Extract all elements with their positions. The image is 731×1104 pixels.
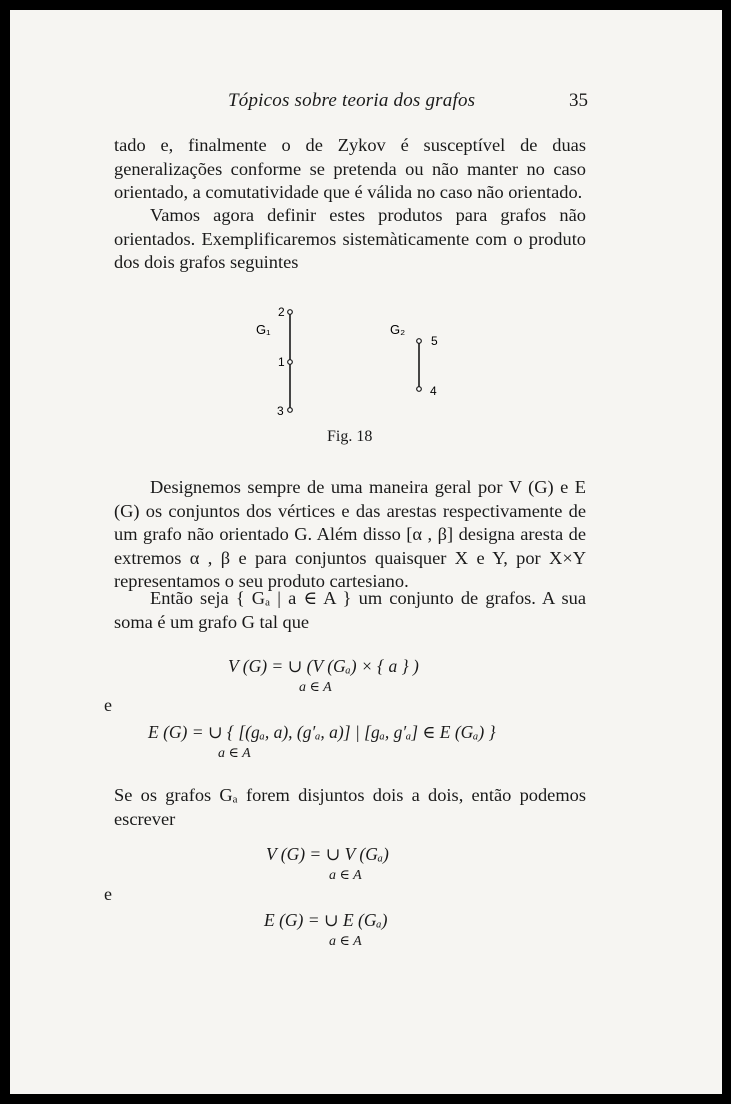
formula-edge-sum-index: a ∈ A [218,746,251,761]
formula-vertex-union-index: a ∈ A [329,868,362,883]
formula-vertex-sum: V (G) = ∪ (V (Gₐ) × { a } ) [228,656,419,676]
g1-vertex-1 [288,360,293,365]
g2-vertex-5 [417,339,422,344]
paragraph-2: Vamos agora definir estes produtos para grafos não orientados. Exemplificaremos sistemàticamente com o produto dos dois grafos seguintes [114,205,586,273]
running-header-title: Tópicos sobre teoria dos grafos [228,90,476,111]
formula-vertex-sum-index: a ∈ A [299,680,332,695]
paragraph-1: tado e, finalmente o de Zykov é susceptível de duas generalizações conforme se pretenda ou não manter no caso orientado, a comutatividade que é válida no caso não orientado. [114,135,586,203]
figure-caption: Fig. 18 [327,428,373,445]
g2-vertex-label-5: 5 [431,334,438,348]
formula-edge-union: E (G) = ∪ E (Gₐ) [264,910,388,930]
conjunction-e-1: e [104,695,112,715]
formula-edge-sum: E (G) = ∪ { [(gₐ, a), (g′ₐ, a)] | [gₐ, g′ₐ] ∈ E (Gₐ) } [148,722,496,742]
g1-vertex-label-2: 2 [278,305,285,319]
page-number: 35 [569,90,588,111]
formula-vertex-union: V (G) = ∪ V (Gₐ) [266,844,389,864]
g1-vertex-label-1: 1 [278,355,285,369]
g1-vertex-3 [288,408,293,413]
book-page [10,10,722,1094]
paragraph-5: Se os grafos Gₐ forem disjuntos dois a dois, então podemos escrever [114,785,586,829]
conjunction-e-2: e [104,884,112,904]
g2-vertex-4 [417,387,422,392]
paragraph-4: Então seja { Gₐ | a ∈ A } um conjunto de grafos. A sua soma é um grafo G tal que [114,588,586,632]
formula-edge-union-index: a ∈ A [329,934,362,949]
graph-figure [250,298,450,424]
g1-label: G₁ [256,322,271,337]
g2-label: G₂ [390,322,406,337]
g1-vertex-label-3: 3 [277,404,284,418]
g2-vertex-label-4: 4 [430,384,437,398]
g1-vertex-2 [288,310,293,315]
paragraph-3: Designemos sempre de uma maneira geral por V (G) e E (G) os conjuntos dos vértices e das arestas respectivamente de um grafo não orientado G. Além disso [α , β] designa aresta de extremos α , β e para conjuntos quaisquer X e Y, por X×Y representamos o seu produto cartesiano. [114,477,586,592]
